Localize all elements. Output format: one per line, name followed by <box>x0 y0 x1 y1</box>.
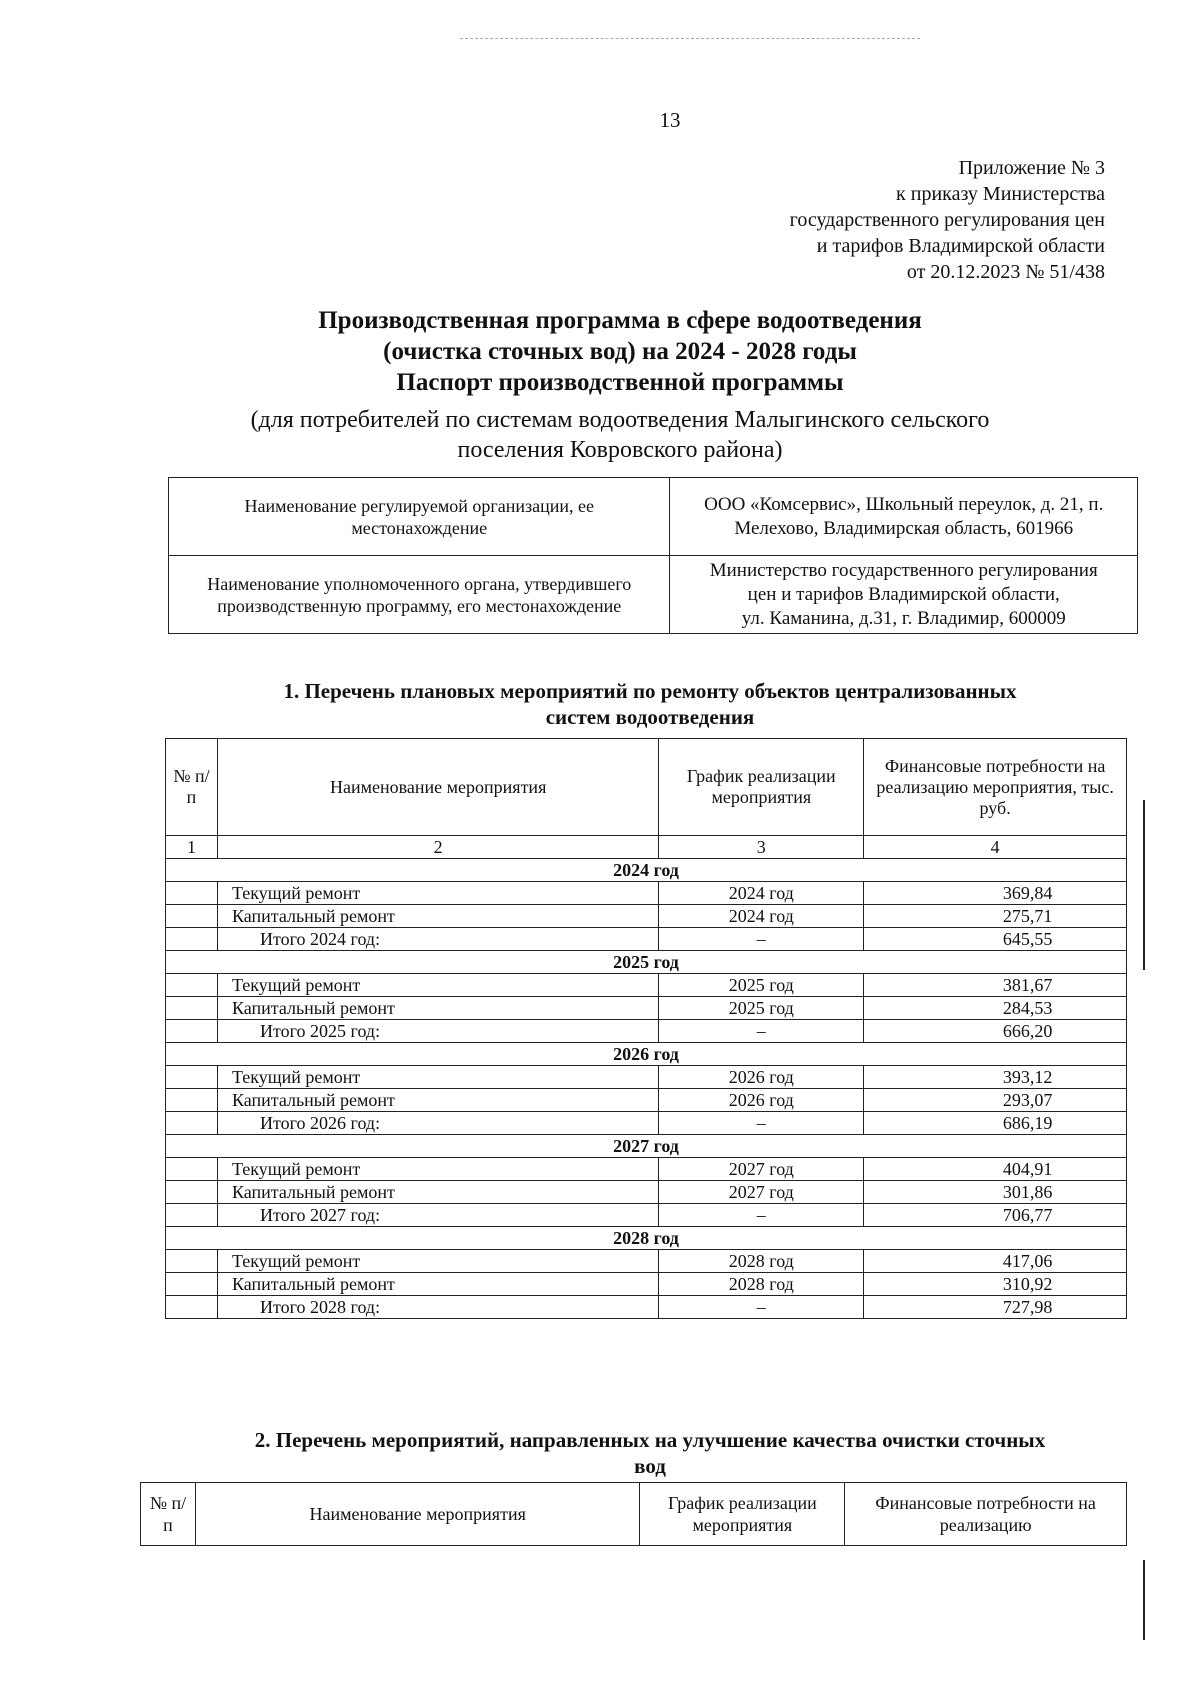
subtitle-line: (для потребителей по системам водоотведения Малыгинского сельского <box>250 407 990 433</box>
row-schedule: 2027 год <box>659 1181 864 1204</box>
margin-bracket <box>1143 800 1145 970</box>
row-schedule: 2024 год <box>659 905 864 928</box>
column-number: 1 <box>166 836 218 859</box>
document-subtitle <box>180 405 1060 465</box>
total-schedule: – <box>659 928 864 951</box>
row-amount: 404,91 <box>864 1158 1127 1181</box>
margin-bracket <box>1143 1560 1145 1640</box>
repair-plan-table <box>165 738 1127 1319</box>
row-amount: 275,71 <box>864 905 1127 928</box>
row-num <box>166 1089 218 1112</box>
row-schedule: 2026 год <box>659 1089 864 1112</box>
section2-title-line: 2. Перечень мероприятий, направленных на улучшение качества очистки сточных <box>254 1428 1046 1452</box>
year-heading-row <box>166 859 1127 882</box>
total-name: Итого 2028 год: <box>217 1296 658 1319</box>
total-amount: 727,98 <box>864 1296 1127 1319</box>
header-schedule: График реализации мероприятия <box>659 739 864 836</box>
row-num <box>166 928 218 951</box>
row-num <box>166 1273 218 1296</box>
document-title <box>180 305 1060 398</box>
total-amount: 645,55 <box>864 928 1127 951</box>
quality-measures-table <box>140 1482 1127 1546</box>
row-name: Текущий ремонт <box>217 1066 658 1089</box>
appendix-line: к приказу Министерства <box>896 183 1105 205</box>
appendix-block <box>675 155 1105 285</box>
passport-row-authority <box>169 556 1138 634</box>
header-num: № п/п <box>141 1483 196 1546</box>
table-row <box>166 1066 1127 1089</box>
row-num <box>166 1296 218 1319</box>
row-name: Капитальный ремонт <box>217 997 658 1020</box>
total-row <box>166 1020 1127 1043</box>
table-row <box>166 882 1127 905</box>
table-header-row <box>166 739 1127 836</box>
appendix-line: от 20.12.2023 № 51/438 <box>906 261 1105 283</box>
table-row <box>166 1158 1127 1181</box>
row-num <box>166 882 218 905</box>
title-line: Производственная программа в сфере водоотведения <box>318 307 922 334</box>
row-name: Капитальный ремонт <box>217 1273 658 1296</box>
org-value: ООО «Комсервис», Школьный переулок, д. 21, п. Мелехово, Владимирская область, 601966 <box>670 478 1138 556</box>
year-heading-row <box>166 1043 1127 1066</box>
row-schedule: 2024 год <box>659 882 864 905</box>
row-num <box>166 1158 218 1181</box>
year-heading-row <box>166 951 1127 974</box>
authority-value-line: цен и тарифов Владимирской области, <box>747 583 1060 605</box>
total-name: Итого 2026 год: <box>217 1112 658 1135</box>
total-name: Итого 2027 год: <box>217 1204 658 1227</box>
row-name: Текущий ремонт <box>217 1250 658 1273</box>
row-num <box>166 1181 218 1204</box>
row-amount: 310,92 <box>864 1273 1127 1296</box>
row-num <box>166 1066 218 1089</box>
section2-title-line: вод <box>634 1454 666 1478</box>
authority-label: Наименование уполномоченного органа, утвердившего производственную программу, его местонахождение <box>169 556 670 634</box>
appendix-line: и тарифов Владимирской области <box>816 235 1105 257</box>
total-row <box>166 928 1127 951</box>
table-row <box>166 997 1127 1020</box>
header-finance: Финансовые потребности на реализацию <box>845 1483 1127 1546</box>
table-row <box>166 1250 1127 1273</box>
row-num <box>166 1112 218 1135</box>
scan-artifact-line <box>460 38 920 39</box>
row-name: Капитальный ремонт <box>217 905 658 928</box>
row-amount: 293,07 <box>864 1089 1127 1112</box>
org-label: Наименование регулируемой организации, ее местонахождение <box>169 478 670 556</box>
passport-row-organization <box>169 478 1138 556</box>
total-amount: 666,20 <box>864 1020 1127 1043</box>
authority-value-line: ул. Каманина, д.31, г. Владимир, 600009 <box>741 607 1066 629</box>
total-schedule: – <box>659 1020 864 1043</box>
table-header-row <box>141 1483 1127 1546</box>
row-amount: 284,53 <box>864 997 1127 1020</box>
row-schedule: 2028 год <box>659 1273 864 1296</box>
section2-title <box>160 1427 1140 1479</box>
column-number: 3 <box>659 836 864 859</box>
authority-value <box>670 556 1138 634</box>
header-finance: Финансовые потребности на реализацию мероприятия, тыс. руб. <box>864 739 1127 836</box>
row-num <box>166 1250 218 1273</box>
row-name: Текущий ремонт <box>217 1158 658 1181</box>
passport-table <box>168 477 1138 634</box>
page-number: 13 <box>659 108 681 132</box>
year-heading-row <box>166 1227 1127 1250</box>
subtitle-line: поселения Ковровского района) <box>457 437 783 463</box>
row-num <box>166 997 218 1020</box>
table-row <box>166 1089 1127 1112</box>
year-label: 2025 год <box>166 951 1127 974</box>
table-row <box>166 905 1127 928</box>
row-schedule: 2025 год <box>659 997 864 1020</box>
row-amount: 369,84 <box>864 882 1127 905</box>
row-amount: 381,67 <box>864 974 1127 997</box>
row-schedule: 2028 год <box>659 1250 864 1273</box>
total-row <box>166 1112 1127 1135</box>
total-name: Итого 2025 год: <box>217 1020 658 1043</box>
row-num <box>166 974 218 997</box>
column-number: 2 <box>217 836 658 859</box>
header-name: Наименование мероприятия <box>217 739 658 836</box>
header-schedule: График реализации мероприятия <box>640 1483 845 1546</box>
year-label: 2024 год <box>166 859 1127 882</box>
total-schedule: – <box>659 1296 864 1319</box>
header-name: Наименование мероприятия <box>195 1483 639 1546</box>
total-name: Итого 2024 год: <box>217 928 658 951</box>
row-schedule: 2026 год <box>659 1066 864 1089</box>
column-number-row <box>166 836 1127 859</box>
table-row <box>166 1273 1127 1296</box>
year-label: 2028 год <box>166 1227 1127 1250</box>
row-num <box>166 1020 218 1043</box>
row-num <box>166 1204 218 1227</box>
row-name: Текущий ремонт <box>217 882 658 905</box>
row-amount: 301,86 <box>864 1181 1127 1204</box>
appendix-line: государственного регулирования цен <box>789 209 1105 231</box>
column-number: 4 <box>864 836 1127 859</box>
header-num: № п/п <box>166 739 218 836</box>
title-line: (очистка сточных вод) на 2024 - 2028 годы <box>383 338 857 365</box>
total-schedule: – <box>659 1112 864 1135</box>
total-row <box>166 1296 1127 1319</box>
row-schedule: 2025 год <box>659 974 864 997</box>
row-num <box>166 905 218 928</box>
section1-title-line: систем водоотведения <box>545 705 755 729</box>
row-name: Текущий ремонт <box>217 974 658 997</box>
row-schedule: 2027 год <box>659 1158 864 1181</box>
total-amount: 686,19 <box>864 1112 1127 1135</box>
year-label: 2026 год <box>166 1043 1127 1066</box>
row-name: Капитальный ремонт <box>217 1089 658 1112</box>
total-schedule: – <box>659 1204 864 1227</box>
table-row <box>166 1181 1127 1204</box>
total-row <box>166 1204 1127 1227</box>
authority-value-line: Министерство государственного регулирования <box>709 559 1098 581</box>
row-name: Капитальный ремонт <box>217 1181 658 1204</box>
row-amount: 417,06 <box>864 1250 1127 1273</box>
appendix-line: Приложение № 3 <box>958 157 1105 179</box>
table-row <box>166 974 1127 997</box>
section1-title <box>160 678 1140 730</box>
title-line: Паспорт производственной программы <box>396 369 844 396</box>
year-heading-row <box>166 1135 1127 1158</box>
total-amount: 706,77 <box>864 1204 1127 1227</box>
year-label: 2027 год <box>166 1135 1127 1158</box>
row-amount: 393,12 <box>864 1066 1127 1089</box>
section1-title-line: 1. Перечень плановых мероприятий по ремонту объектов централизованных <box>283 679 1017 703</box>
